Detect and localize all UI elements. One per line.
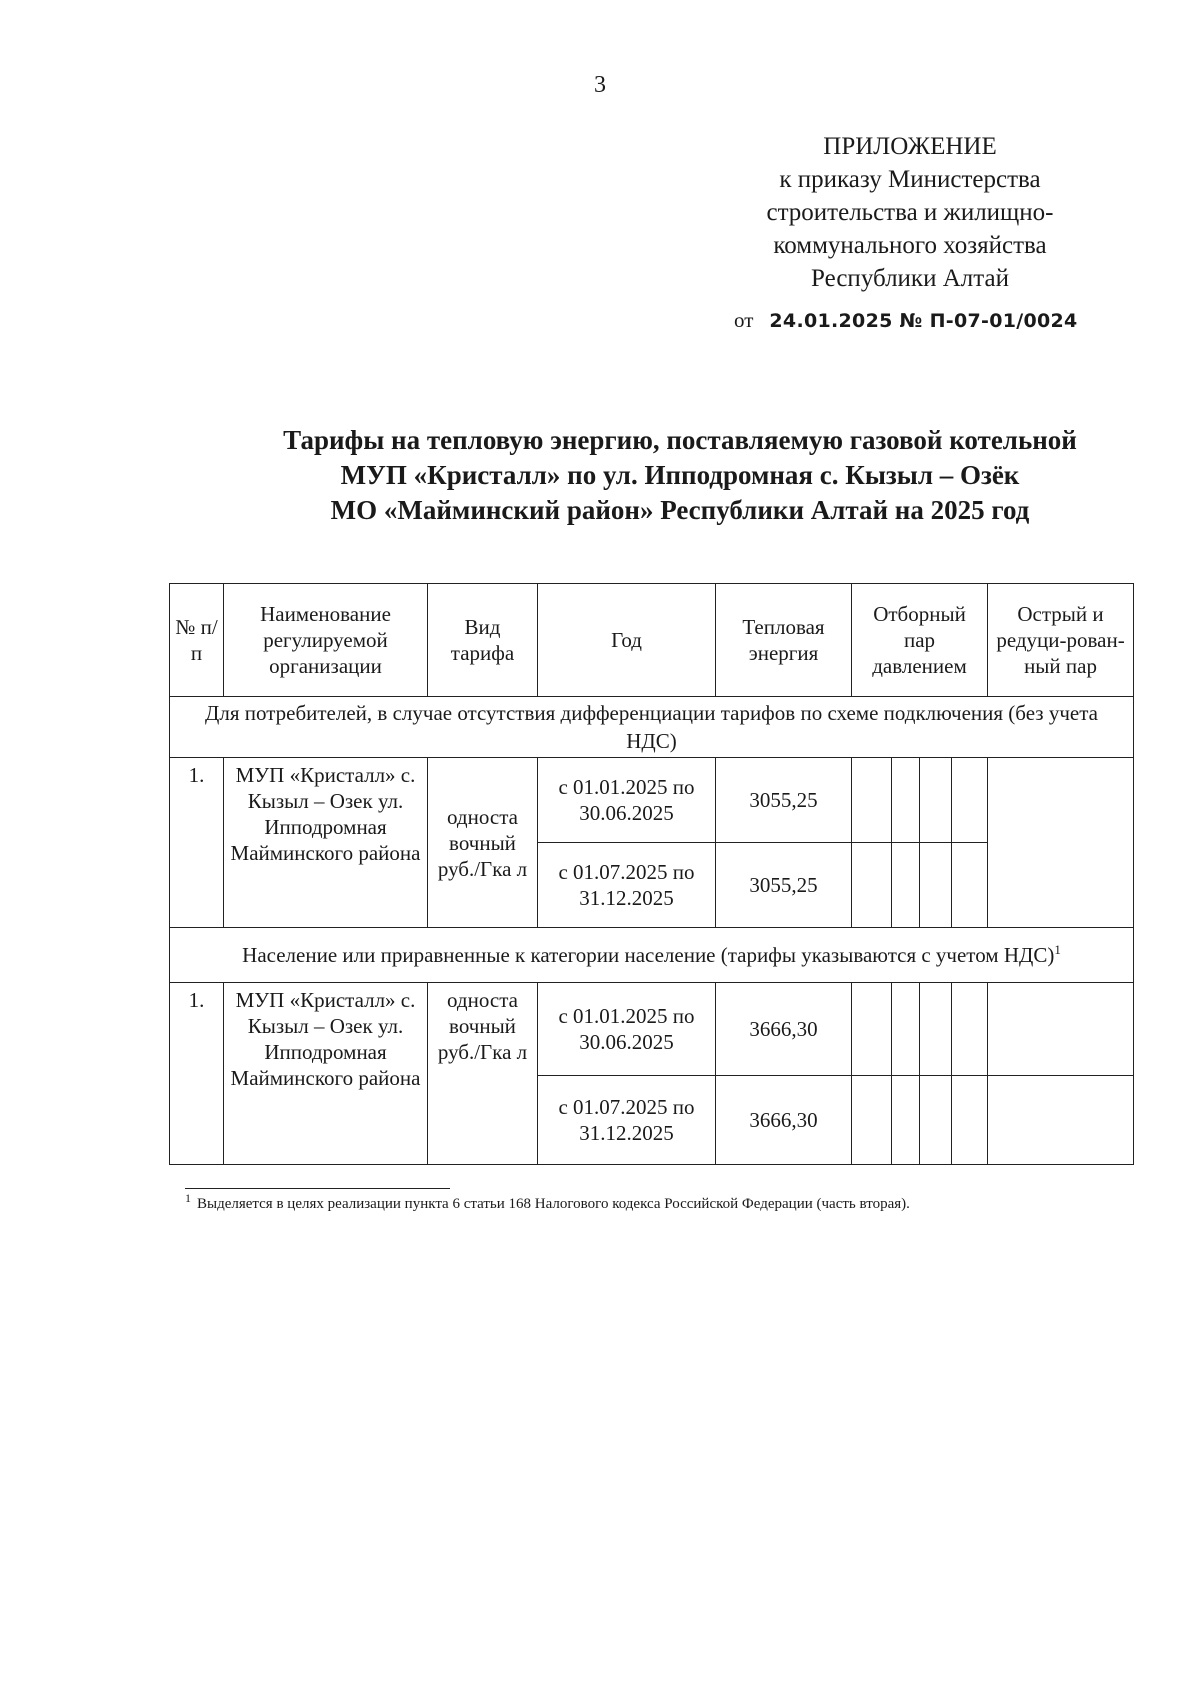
period-cell: с 01.01.2025 по 30.06.2025 [538, 983, 716, 1076]
tariffs-table [169, 583, 1134, 1165]
header-heat: Тепловая энергия [716, 584, 852, 697]
decree-number-stamp: 24.01.2025 № П-07-01/0024 [769, 310, 1078, 332]
section-title-text: Для потребителей, в случае отсутствия дифференциации тарифов по схеме подключения (без учета НДС) [205, 701, 1098, 753]
org-name: МУП «Кристалл» с. Кызыл – Озек ул. Ипподромная Майминского района [224, 758, 428, 928]
header-num: № п/п [170, 584, 224, 697]
heat-value: 3055,25 [716, 758, 852, 843]
table-row [170, 758, 1134, 843]
header-year: Год [538, 584, 716, 697]
appendix-line: строительства и жилищно- [766, 199, 1054, 226]
empty-cell [852, 843, 892, 928]
empty-cell [952, 843, 988, 928]
empty-cell [892, 983, 920, 1076]
empty-cell [852, 983, 892, 1076]
appendix-line: к приказу Министерства [779, 166, 1041, 193]
footnote-text: Выделяется в целях реализации пункта 6 статьи 168 Налогового кодекса Российской Федерации (часть вторая). [197, 1196, 910, 1212]
empty-cell [920, 843, 952, 928]
section-title [170, 928, 1134, 983]
row-number: 1. [170, 758, 224, 928]
empty-cell [988, 983, 1134, 1076]
period-cell: с 01.07.2025 по 31.12.2025 [538, 843, 716, 928]
title-line: МО «Майминский район» Республики Алтай на 2025 год [330, 495, 1030, 525]
empty-cell [852, 758, 892, 843]
empty-cell [952, 983, 988, 1076]
heat-value: 3666,30 [716, 983, 852, 1076]
period-cell: с 01.01.2025 по 30.06.2025 [538, 758, 716, 843]
empty-cell [920, 758, 952, 843]
empty-cell [952, 1076, 988, 1165]
appendix-line: Республики Алтай [811, 265, 1009, 292]
section-title [170, 697, 1134, 758]
footnote-divider [185, 1188, 450, 1189]
empty-cell [852, 1076, 892, 1165]
empty-cell [952, 758, 988, 843]
decree-from-label: от [734, 308, 754, 332]
empty-cell [892, 843, 920, 928]
empty-cell [920, 983, 952, 1076]
section-row [170, 928, 1134, 983]
table-row [170, 983, 1134, 1076]
heat-value: 3055,25 [716, 843, 852, 928]
decree-reference [734, 308, 1078, 333]
header-org: Наименование регулируемой организации [224, 584, 428, 697]
tariff-type: односта вочный руб./Гка л [428, 983, 538, 1165]
title-line: МУП «Кристалл» по ул. Ипподромная с. Кызыл – Озёк [340, 460, 1020, 490]
empty-cell [988, 758, 1134, 928]
row-number: 1. [170, 983, 224, 1165]
header-steam-pressure: Отборный пар давлением [852, 584, 988, 697]
tariff-type: односта вочный руб./Гка л [428, 758, 538, 928]
appendix-block [730, 130, 1090, 295]
appendix-line: коммунального хозяйства [773, 232, 1047, 259]
empty-cell [988, 1076, 1134, 1165]
footnote-number: 1 [185, 1191, 191, 1205]
header-steam-sharp: Острый и редуци-рован-ный пар [988, 584, 1134, 697]
document-title [240, 423, 1120, 528]
org-name: МУП «Кристалл» с. Кызыл – Озек ул. Ипподромная Майминского района [224, 983, 428, 1165]
footnote-mark: 1 [1054, 942, 1061, 957]
period-cell: с 01.07.2025 по 31.12.2025 [538, 1076, 716, 1165]
footnote [185, 1191, 910, 1213]
empty-cell [892, 1076, 920, 1165]
heat-value: 3666,30 [716, 1076, 852, 1165]
empty-cell [920, 1076, 952, 1165]
title-line: Тарифы на тепловую энергию, поставляемую газовой котельной [283, 425, 1077, 455]
section-title-text: Население или приравненные к категории население (тарифы указываются с учетом НДС) [242, 943, 1055, 967]
empty-cell [892, 758, 920, 843]
page-number: 3 [594, 72, 606, 98]
appendix-heading: ПРИЛОЖЕНИЕ [823, 133, 997, 160]
header-row [170, 584, 1134, 697]
header-tariff-type: Вид тарифа [428, 584, 538, 697]
section-row [170, 697, 1134, 758]
